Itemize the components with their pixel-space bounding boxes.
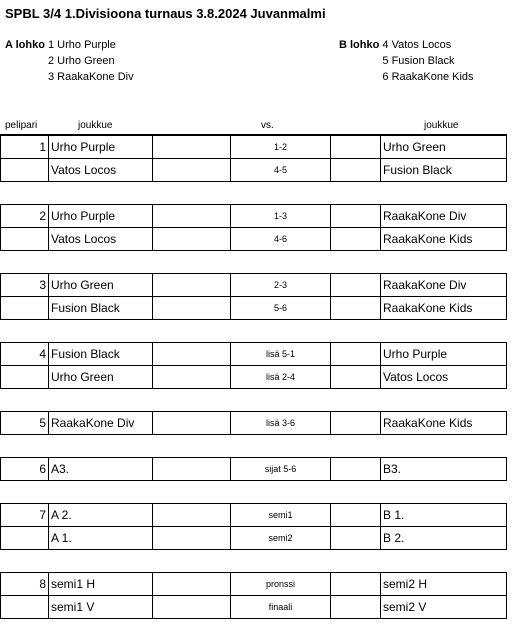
group-b-team: 5 Fusion Black xyxy=(382,55,455,67)
spacer-row xyxy=(1,389,507,412)
col-header-vs: vs. xyxy=(261,120,274,131)
match-row xyxy=(1,504,507,527)
spacer-row xyxy=(1,251,507,274)
pair-number: 8 xyxy=(1,573,49,596)
spacer-cell xyxy=(1,389,507,412)
col-header-team2: joukkue xyxy=(424,120,459,131)
team1-name: Fusion Black xyxy=(49,343,153,366)
team2-name: RaakaKone Kids xyxy=(381,228,507,251)
score-cell xyxy=(331,366,381,389)
score-cell xyxy=(331,205,381,228)
score-cell xyxy=(331,504,381,527)
team1-name: semi1 V xyxy=(49,596,153,619)
score-cell xyxy=(153,504,231,527)
match-code: sijat 5-6 xyxy=(231,458,331,481)
match-row xyxy=(1,297,507,320)
spacer-row xyxy=(1,320,507,343)
team1-name: Urho Purple xyxy=(49,205,153,228)
match-row xyxy=(1,274,507,297)
spacer-cell xyxy=(1,550,507,573)
score-cell xyxy=(153,527,231,550)
score-cell xyxy=(153,159,231,182)
score-cell xyxy=(331,135,381,159)
match-code: 4-5 xyxy=(231,159,331,182)
spacer-cell xyxy=(1,251,507,274)
pair-number xyxy=(1,159,49,182)
pair-number xyxy=(1,228,49,251)
score-cell xyxy=(153,458,231,481)
score-cell xyxy=(153,135,231,159)
pair-number: 5 xyxy=(1,412,49,435)
match-row xyxy=(1,205,507,228)
team2-name: RaakaKone Div xyxy=(381,205,507,228)
team2-name: RaakaKone Kids xyxy=(381,412,507,435)
pair-number: 2 xyxy=(1,205,49,228)
col-header-pair: pelipari xyxy=(5,120,38,131)
match-code: finaali xyxy=(231,596,331,619)
spacer-cell xyxy=(1,435,507,458)
team1-name: Urho Green xyxy=(49,366,153,389)
pair-number xyxy=(1,527,49,550)
spacer-cell xyxy=(1,320,507,343)
match-row xyxy=(1,573,507,596)
group-a-team: 2 Urho Green xyxy=(48,55,115,67)
spacer-row xyxy=(1,435,507,458)
score-cell xyxy=(331,412,381,435)
match-row xyxy=(1,366,507,389)
score-cell xyxy=(153,228,231,251)
match-code: lisä 5-1 xyxy=(231,343,331,366)
team1-name: A3. xyxy=(49,458,153,481)
score-cell xyxy=(153,343,231,366)
match-code: 4-6 xyxy=(231,228,331,251)
match-row xyxy=(1,596,507,619)
team1-name: A 2. xyxy=(49,504,153,527)
group-a-teams xyxy=(48,37,134,85)
pair-number: 1 xyxy=(1,135,49,159)
match-code: 2-3 xyxy=(231,274,331,297)
pair-number: 6 xyxy=(1,458,49,481)
group-b-teams xyxy=(382,37,473,85)
pair-number: 7 xyxy=(1,504,49,527)
score-cell xyxy=(331,274,381,297)
pair-number xyxy=(1,596,49,619)
spacer-cell xyxy=(1,182,507,205)
team1-name: Urho Green xyxy=(49,274,153,297)
team1-name: Fusion Black xyxy=(49,297,153,320)
team2-name: Vatos Locos xyxy=(381,366,507,389)
match-code: semi1 xyxy=(231,504,331,527)
team2-name: RaakaKone Kids xyxy=(381,297,507,320)
score-cell xyxy=(331,159,381,182)
group-b-label: B lohko xyxy=(339,39,380,51)
score-cell xyxy=(153,297,231,320)
match-code: lisä 2-4 xyxy=(231,366,331,389)
group-a-team: 3 RaakaKone Div xyxy=(48,71,134,83)
score-cell xyxy=(331,228,381,251)
score-cell xyxy=(331,596,381,619)
group-b-team: 6 RaakaKone Kids xyxy=(382,71,474,83)
group-b-team: 4 Vatos Locos xyxy=(382,39,452,51)
group-b xyxy=(339,37,474,85)
spacer-cell xyxy=(1,481,507,504)
match-code: 1-2 xyxy=(231,135,331,159)
score-cell xyxy=(153,366,231,389)
team2-name: semi2 H xyxy=(381,573,507,596)
spacer-row xyxy=(1,481,507,504)
team2-name: B3. xyxy=(381,458,507,481)
page-title: SPBL 3/4 1.Divisioona turnaus 3.8.2024 Juvanmalmi xyxy=(5,6,326,21)
team2-name: semi2 V xyxy=(381,596,507,619)
team2-name: Fusion Black xyxy=(381,159,507,182)
team1-name: Vatos Locos xyxy=(49,228,153,251)
team2-name: RaakaKone Div xyxy=(381,274,507,297)
match-row xyxy=(1,159,507,182)
match-row xyxy=(1,412,507,435)
group-a-label: A lohko xyxy=(5,39,45,51)
score-cell xyxy=(153,205,231,228)
team1-name: Vatos Locos xyxy=(49,159,153,182)
match-row xyxy=(1,527,507,550)
match-row xyxy=(1,343,507,366)
match-code: 1-3 xyxy=(231,205,331,228)
score-cell xyxy=(331,458,381,481)
team2-name: B 2. xyxy=(381,527,507,550)
score-cell xyxy=(153,412,231,435)
pair-number: 3 xyxy=(1,274,49,297)
team2-name: Urho Purple xyxy=(381,343,507,366)
group-a xyxy=(5,37,134,85)
score-cell xyxy=(331,297,381,320)
team1-name: RaakaKone Div xyxy=(49,412,153,435)
team2-name: Urho Green xyxy=(381,135,507,159)
score-cell xyxy=(153,274,231,297)
team1-name: semi1 H xyxy=(49,573,153,596)
match-code: 5-6 xyxy=(231,297,331,320)
col-header-team1: joukkue xyxy=(78,120,113,131)
team1-name: Urho Purple xyxy=(49,135,153,159)
match-row xyxy=(1,135,507,159)
match-code: lisä 3-6 xyxy=(231,412,331,435)
pair-number xyxy=(1,297,49,320)
score-cell xyxy=(153,573,231,596)
score-cell xyxy=(331,527,381,550)
pair-number xyxy=(1,366,49,389)
spacer-row xyxy=(1,182,507,205)
schedule-table xyxy=(0,134,507,619)
match-code: pronssi xyxy=(231,573,331,596)
match-row xyxy=(1,458,507,481)
team2-name: B 1. xyxy=(381,504,507,527)
match-row xyxy=(1,228,507,251)
score-cell xyxy=(331,573,381,596)
team1-name: A 1. xyxy=(49,527,153,550)
score-cell xyxy=(331,343,381,366)
match-code: semi2 xyxy=(231,527,331,550)
pair-number: 4 xyxy=(1,343,49,366)
spacer-row xyxy=(1,550,507,573)
score-cell xyxy=(153,596,231,619)
group-a-team: 1 Urho Purple xyxy=(48,39,116,51)
